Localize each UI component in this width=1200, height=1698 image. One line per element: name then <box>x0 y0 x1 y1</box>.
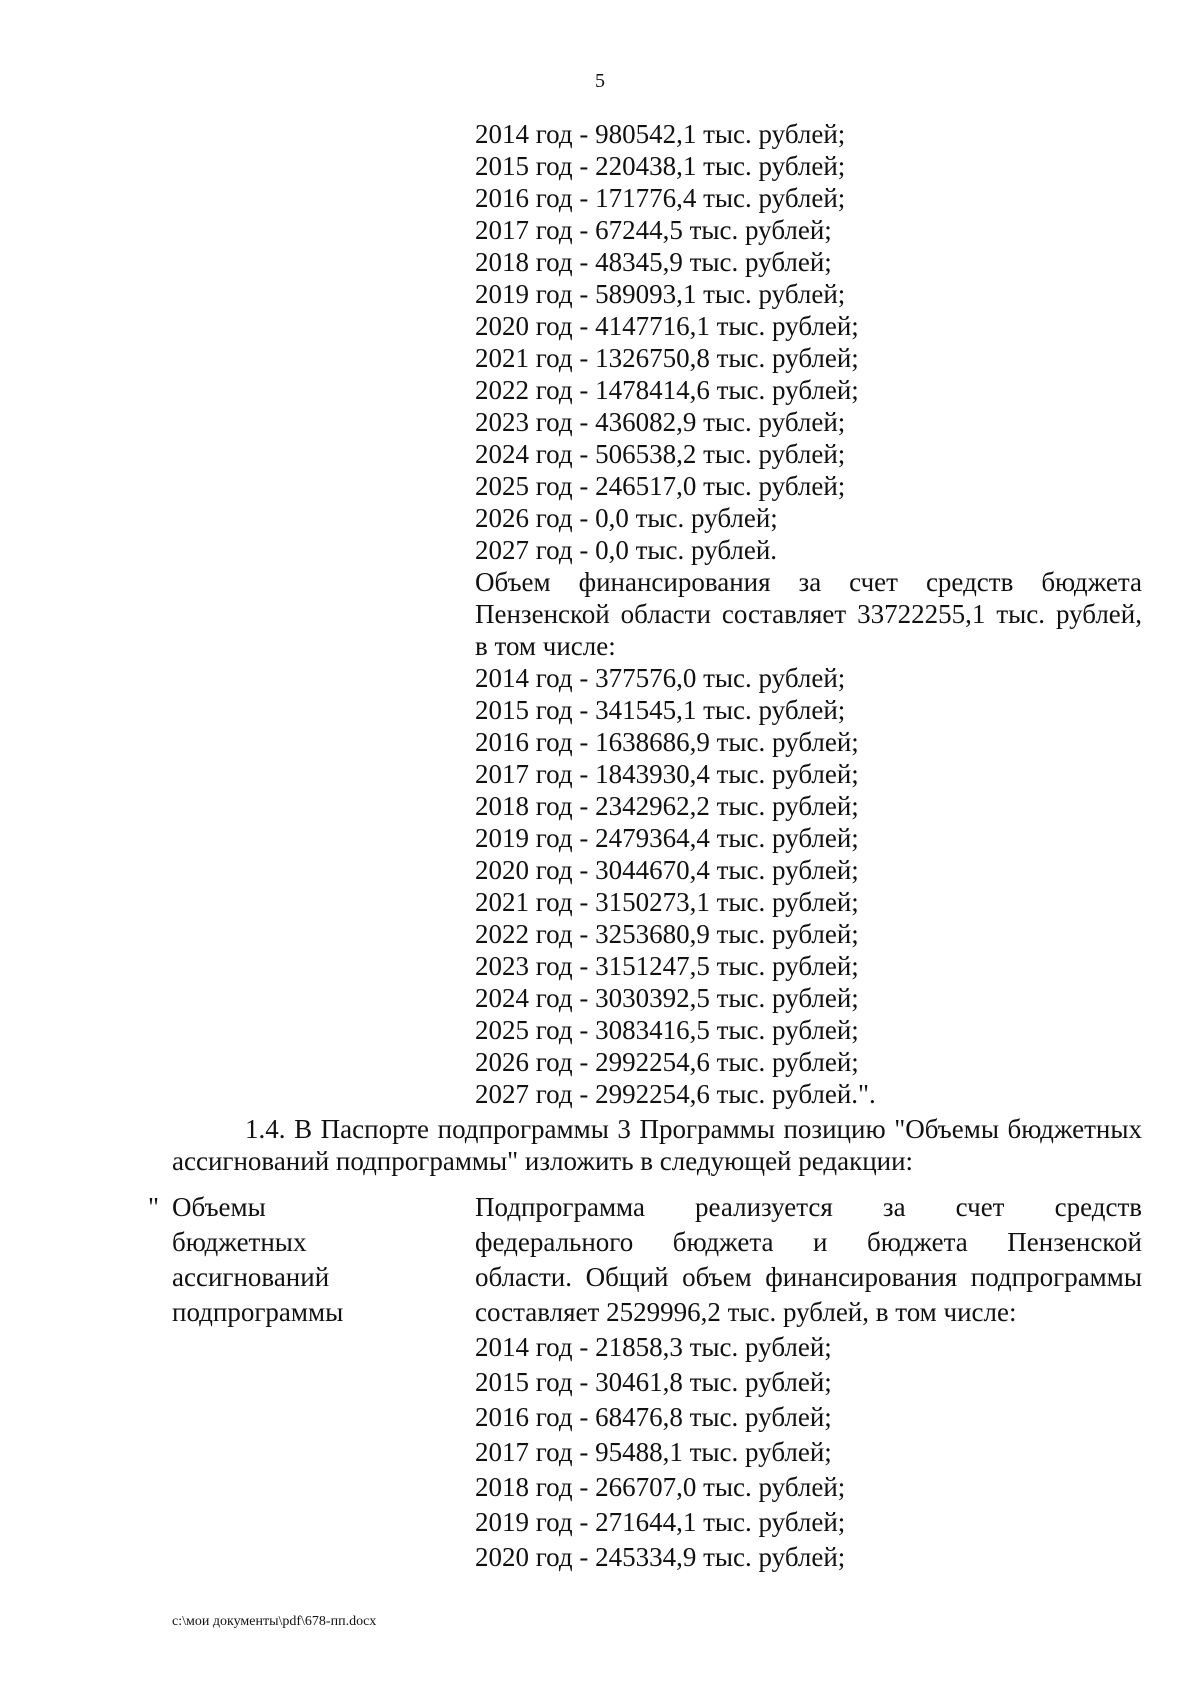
table-label-line: бюджетных <box>172 1227 307 1257</box>
list-item: 2021 год - 1326750,8 тыс. рублей; <box>475 343 859 373</box>
list-item: 2020 год - 4147716,1 тыс. рублей; <box>475 311 859 341</box>
table-desc-line: федерального бюджета и бюджета Пензенской <box>475 1227 1142 1257</box>
list-item: 2022 год - 3253680,9 тыс. рублей; <box>475 919 859 949</box>
paragraph-line: Пензенской области составляет 33722255,1 тыс. рублей, <box>475 599 1142 629</box>
table-year-item: 2020 год - 245334,9 тыс. рублей; <box>475 1542 846 1572</box>
table-year-item: 2017 год - 95488,1 тыс. рублей; <box>475 1437 832 1467</box>
list-item: 2027 год - 2992254,6 тыс. рублей.". <box>475 1079 876 1109</box>
table-label-line: ассигнований <box>172 1262 330 1292</box>
list-item: 2017 год - 67244,5 тыс. рублей; <box>475 215 832 245</box>
page-number: 5 <box>595 70 605 92</box>
paragraph-line: в том числе: <box>475 631 616 661</box>
table-year-item: 2019 год - 271644,1 тыс. рублей; <box>475 1507 846 1537</box>
list-item: 2017 год - 1843930,4 тыс. рублей; <box>475 759 859 789</box>
opening-quote: " <box>148 1192 160 1222</box>
list-item: 2020 год - 3044670,4 тыс. рублей; <box>475 855 859 885</box>
list-item: 2025 год - 3083416,5 тыс. рублей; <box>475 1015 859 1045</box>
paragraph-line: ассигнований подпрограммы" изложить в следующей редакции: <box>172 1146 914 1176</box>
list-item: 2014 год - 980542,1 тыс. рублей; <box>475 119 846 149</box>
table-desc-line: Подпрограмма реализуется за счет средств <box>475 1192 1142 1222</box>
table-desc-line: области. Общий объем финансирования подпрограммы <box>475 1262 1142 1292</box>
list-item: 2021 год - 3150273,1 тыс. рублей; <box>475 887 859 917</box>
list-item: 2018 год - 2342962,2 тыс. рублей; <box>475 791 859 821</box>
list-item: 2015 год - 220438,1 тыс. рублей; <box>475 151 846 181</box>
list-item: 2014 год - 377576,0 тыс. рублей; <box>475 663 846 693</box>
list-item: 2025 год - 246517,0 тыс. рублей; <box>475 471 846 501</box>
list-item: 2023 год - 3151247,5 тыс. рублей; <box>475 951 859 981</box>
table-label-line: подпрограммы <box>172 1297 344 1327</box>
table-desc-line: составляет 2529996,2 тыс. рублей, в том числе: <box>475 1297 1017 1327</box>
table-label-line: Объемы <box>172 1192 266 1222</box>
list-item: 2016 год - 171776,4 тыс. рублей; <box>475 183 846 213</box>
list-item: 2022 год - 1478414,6 тыс. рублей; <box>475 375 859 405</box>
list-item: 2023 год - 436082,9 тыс. рублей; <box>475 407 846 437</box>
table-year-item: 2014 год - 21858,3 тыс. рублей; <box>475 1332 832 1362</box>
paragraph-line: 1.4. В Паспорте подпрограммы 3 Программы позицию "Объемы бюджетных <box>245 1114 1142 1144</box>
list-item: 2019 год - 589093,1 тыс. рублей; <box>475 279 846 309</box>
list-item: 2026 год - 2992254,6 тыс. рублей; <box>475 1047 859 1077</box>
footer-file-path: c:\мои документы\pdf\678-пп.docx <box>172 1614 377 1629</box>
table-year-item: 2016 год - 68476,8 тыс. рублей; <box>475 1402 832 1432</box>
table-year-item: 2015 год - 30461,8 тыс. рублей; <box>475 1367 832 1397</box>
list-item: 2024 год - 3030392,5 тыс. рублей; <box>475 983 859 1013</box>
list-item: 2016 год - 1638686,9 тыс. рублей; <box>475 727 859 757</box>
paragraph-line: Объем финансирования за счет средств бюджета <box>475 567 1142 597</box>
list-item: 2024 год - 506538,2 тыс. рублей; <box>475 439 846 469</box>
table-year-item: 2018 год - 266707,0 тыс. рублей; <box>475 1472 846 1502</box>
list-item: 2015 год - 341545,1 тыс. рублей; <box>475 695 846 725</box>
list-item: 2026 год - 0,0 тыс. рублей; <box>475 503 778 533</box>
list-item: 2018 год - 48345,9 тыс. рублей; <box>475 247 832 277</box>
list-item: 2019 год - 2479364,4 тыс. рублей; <box>475 823 859 853</box>
list-item: 2027 год - 0,0 тыс. рублей. <box>475 535 778 565</box>
